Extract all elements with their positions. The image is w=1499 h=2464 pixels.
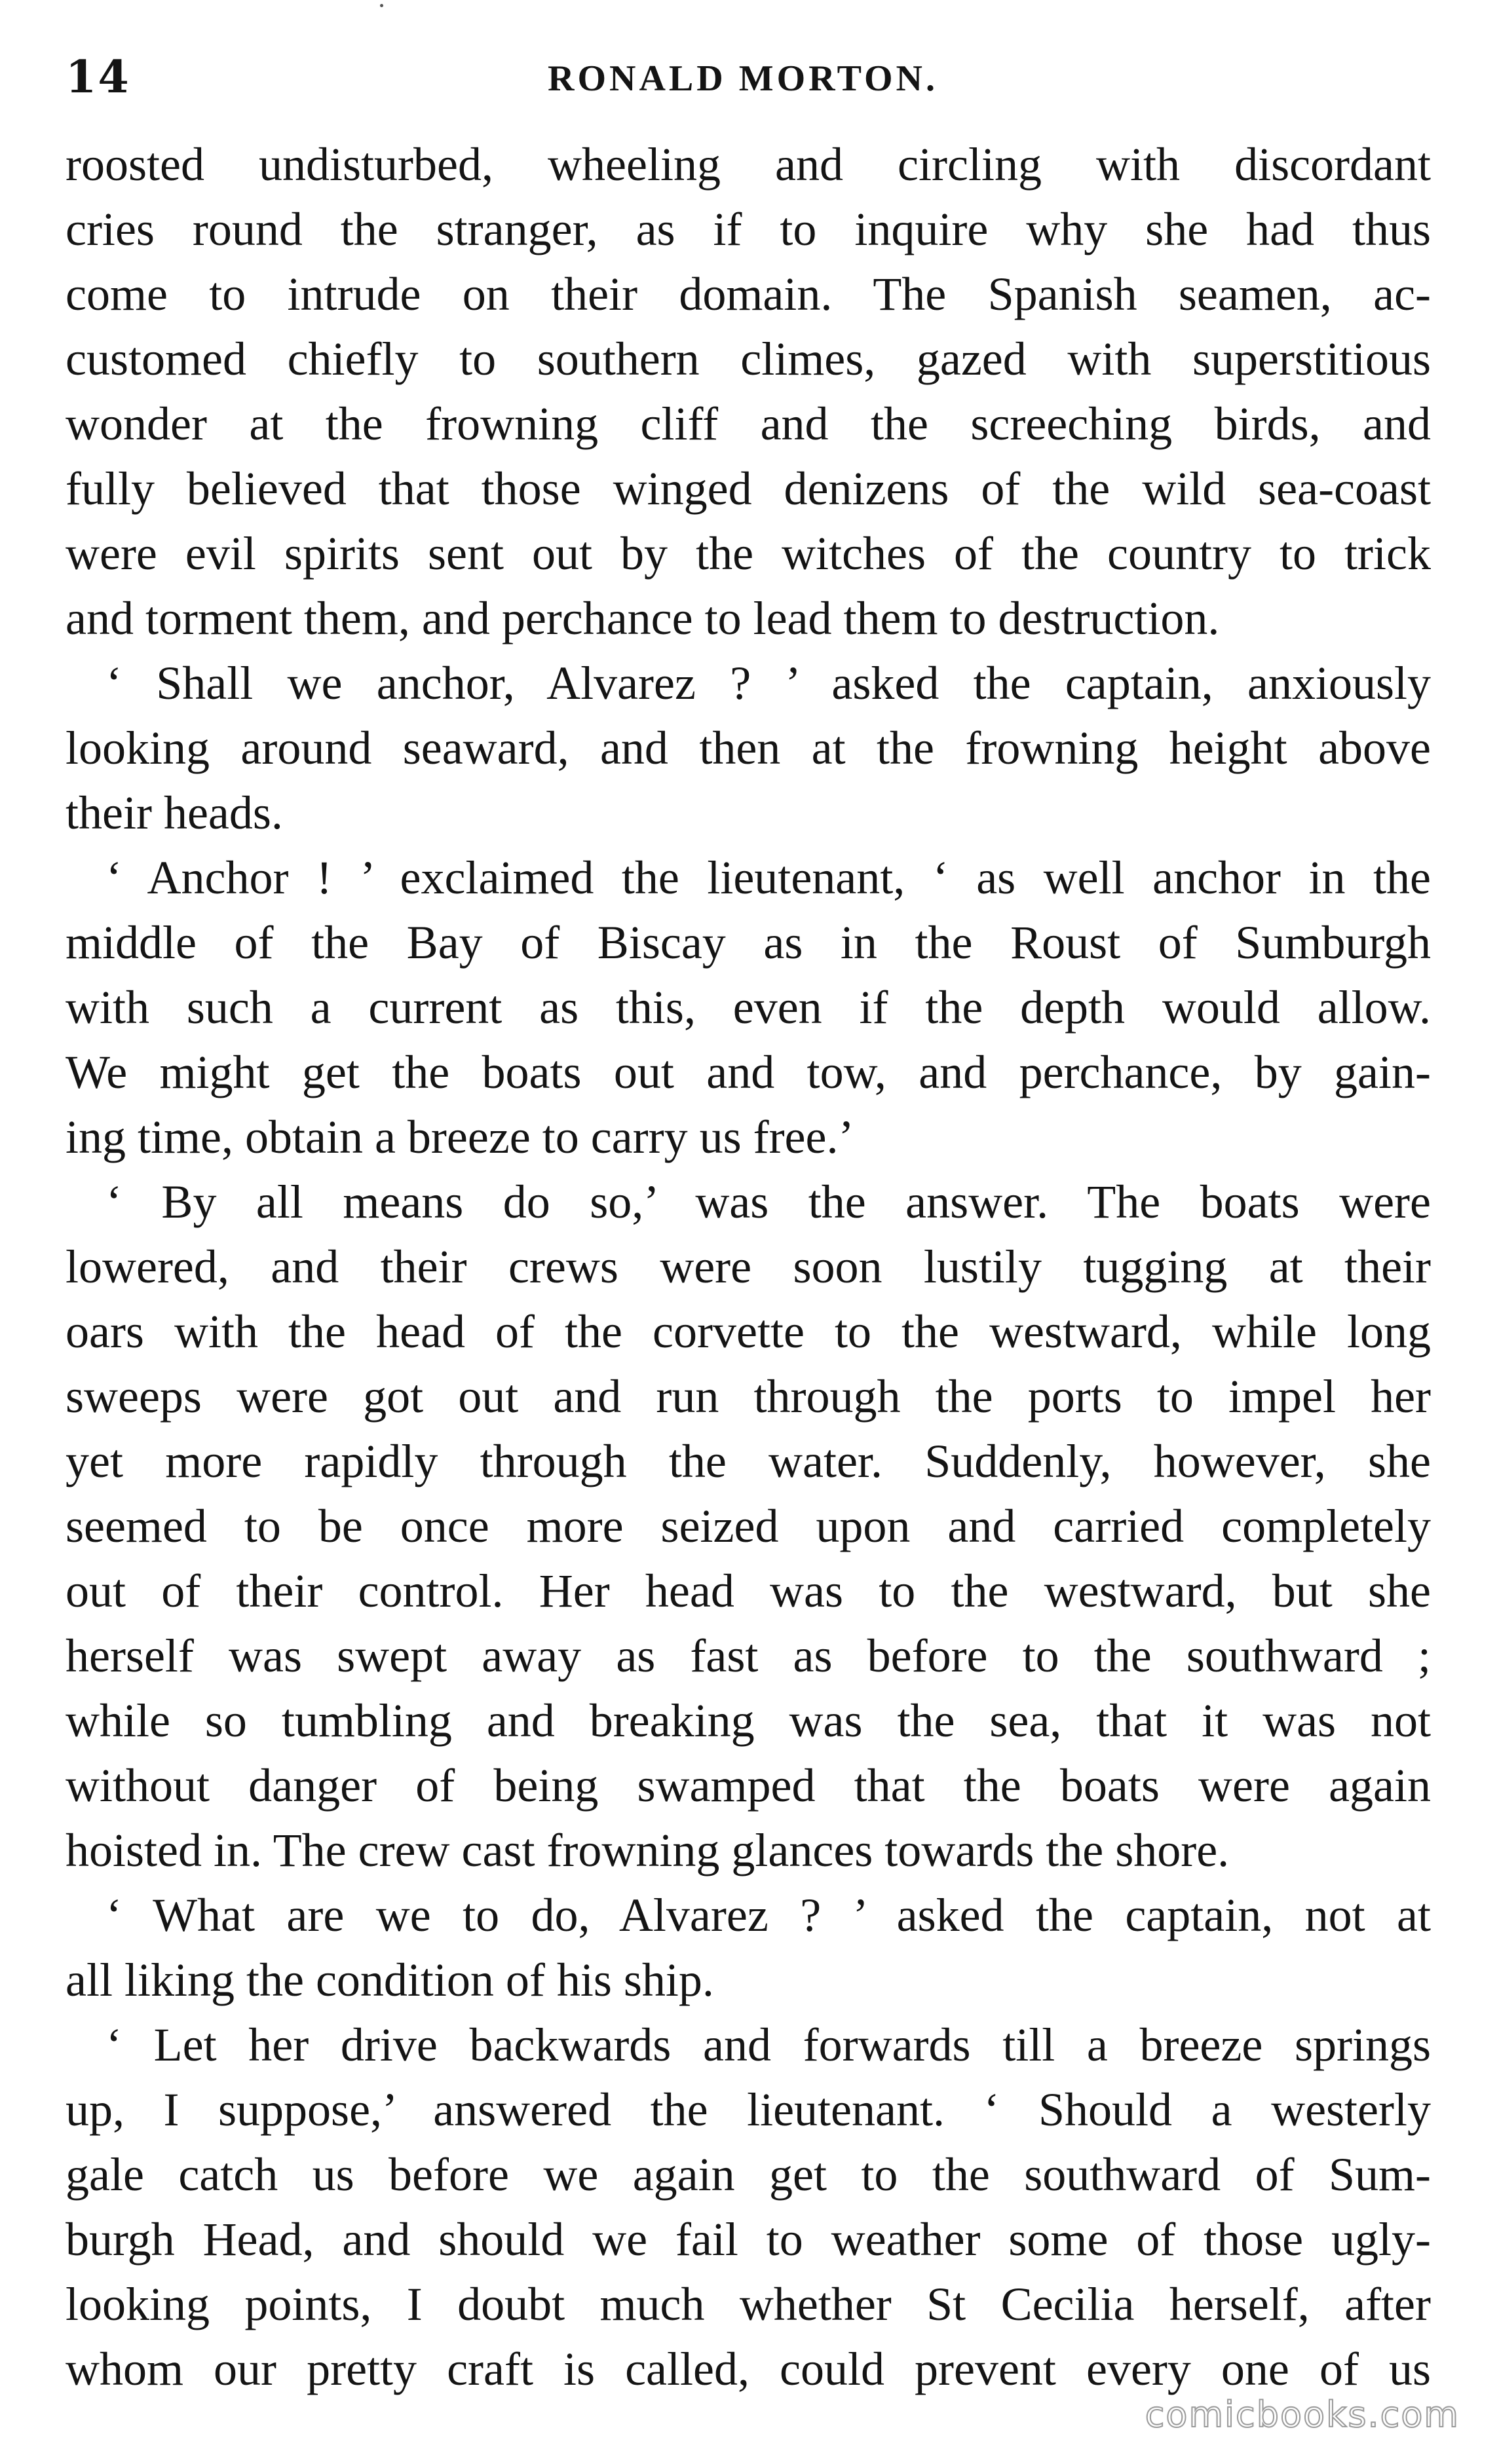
text-line: up, I suppose,’ answered the lieutenant. ‘ Should a westerly [66, 2083, 1431, 2136]
text-line: gale catch us before we again get to the southward of Sum- [66, 2148, 1431, 2201]
text-line: ing time, obtain a breeze to carry us free.’ [66, 1111, 854, 1163]
text-line: whom our pretty craft is called, could prevent every one of us [66, 2343, 1431, 2395]
text-line: ‘ Let her drive backwards and forwards till a breeze springs [106, 2019, 1431, 2071]
text-line: yet more rapidly through the water. Suddenly, however, she [66, 1435, 1431, 1487]
text-line: herself was swept away as fast as before to the southward ; [66, 1630, 1431, 1682]
text-line: ‘ By all means do so,’ was the answer. The boats were [106, 1176, 1431, 1228]
text-line: ‘ Anchor ! ’ exclaimed the lieutenant, ‘ as well anchor in the [106, 851, 1431, 904]
text-line: without danger of being swamped that the boats were again [66, 1759, 1431, 1812]
text-line: with such a current as this, even if the depth would allow. [66, 981, 1431, 1034]
text-line: wonder at the frowning cliff and the screeching birds, and [66, 398, 1431, 450]
page-number: 14 [66, 51, 130, 103]
text-line: hoisted in. The crew cast frowning glances towards the shore. [66, 1824, 1230, 1876]
text-line: their heads. [66, 787, 283, 839]
text-line: seemed to be once more seized upon and carried completely [66, 1500, 1431, 1552]
text-line: customed chiefly to southern climes, gazed with superstitious [66, 333, 1431, 385]
text-line: all liking the condition of his ship. [66, 1954, 714, 2006]
watermark: comicbooks.com [1145, 2394, 1460, 2435]
body-text [66, 132, 1431, 2402]
text-line: lowered, and their crews were soon lustily tugging at their [66, 1241, 1431, 1293]
text-line: We might get the boats out and tow, and perchance, by gain- [66, 1046, 1431, 1098]
ink-speck [380, 4, 383, 7]
text-line: burgh Head, and should we fail to weather some of those ugly- [66, 2213, 1431, 2266]
page-header [66, 39, 1420, 118]
text-line: ‘ Shall we anchor, Alvarez ? ’ asked the captain, anxiously [106, 657, 1431, 709]
text-line: while so tumbling and breaking was the sea, that it was not [66, 1694, 1431, 1747]
text-line: roosted undisturbed, wheeling and circling with discordant [66, 138, 1431, 191]
text-line: oars with the head of the corvette to the westward, while long [66, 1305, 1431, 1358]
text-line: fully believed that those winged denizens of the wild sea-coast [66, 462, 1431, 515]
text-line: cries round the stranger, as if to inquire why she had thus [66, 203, 1431, 255]
text-line: sweeps were got out and run through the ports to impel her [66, 1370, 1431, 1423]
text-line: and torment them, and perchance to lead them to destruction. [66, 592, 1220, 644]
text-line: out of their control. Her head was to the westward, but she [66, 1565, 1431, 1617]
text-line: looking points, I doubt much whether St Cecilia herself, after [66, 2278, 1431, 2330]
text-line: middle of the Bay of Biscay as in the Roust of Sumburgh [66, 916, 1431, 969]
text-line: ‘ What are we to do, Alvarez ? ’ asked the captain, not at [106, 1889, 1431, 1941]
text-line: looking around seaward, and then at the frowning height above [66, 722, 1431, 774]
text-line: were evil spirits sent out by the witches of the country to trick [66, 527, 1431, 580]
text-line: come to intrude on their domain. The Spanish seamen, ac- [66, 268, 1431, 320]
running-title: RONALD MORTON. [548, 58, 938, 99]
